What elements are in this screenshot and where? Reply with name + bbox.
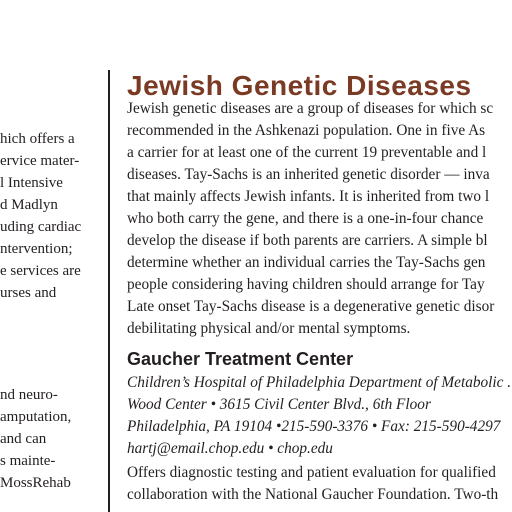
- left-column-line: urses and: [0, 285, 57, 301]
- left-column-line: ervice mater-: [0, 153, 80, 169]
- listing-address-line: Wood Center • 3615 Civil Center Blvd., 6th Floor: [127, 396, 431, 413]
- listing-heading: Gaucher Treatment Center: [127, 349, 354, 369]
- listing-description-line: Offers diagnostic testing and patient evaluation for qualified: [127, 464, 496, 481]
- listing-address-line: Children’s Hospital of Philadelphia Department of Metabolic .: [127, 374, 512, 391]
- left-column-line: amputation,: [0, 409, 72, 425]
- listing-phone-line: Philadelphia, PA 19104 •215-590-3376 • Fax: 215-590-4297: [127, 418, 501, 435]
- body-line: people considering having children should arrange for Tay: [127, 276, 485, 293]
- left-column-line: uding cardiac: [0, 219, 82, 235]
- left-column-line: l Intensive: [0, 175, 63, 191]
- left-column-line: nd neuro-: [0, 387, 58, 403]
- column-divider: [108, 70, 110, 512]
- body-line: develop the disease if both parents are carriers. A simple bl: [127, 232, 488, 249]
- left-column-line: ntervention;: [0, 241, 73, 257]
- left-column: [0, 0, 104, 512]
- body-line: determine whether an individual carries the Tay-Sachs gen: [127, 254, 486, 271]
- body-line: debilitating physical and/or mental symptoms.: [127, 320, 411, 337]
- listing-description-line: collaboration with the National Gaucher Foundation. Two-th: [127, 486, 499, 503]
- body-line: recommended in the Ashkenazi population. One in five As: [127, 122, 486, 139]
- left-column-line: hich offers a: [0, 131, 75, 147]
- body-line: Late onset Tay-Sachs disease is a degenerative genetic disor: [127, 298, 495, 315]
- left-column-line: and can: [0, 431, 47, 447]
- left-column-line: d Madlyn: [0, 197, 58, 213]
- section-title: Jewish Genetic Diseases: [127, 70, 472, 101]
- body-line: who both carry the gene, and there is a one-in-four chance: [127, 210, 484, 227]
- left-column-line: MossRehab: [0, 475, 71, 491]
- left-column-line: s mainte-: [0, 453, 56, 469]
- body-line: that mainly affects Jewish infants. It is inherited from two l: [127, 188, 490, 205]
- body-line: a carrier for at least one of the current 19 preventable and l: [127, 144, 487, 161]
- right-column: [127, 0, 512, 512]
- body-line: diseases. Tay-Sachs is an inherited genetic disorder — inva: [127, 166, 490, 183]
- body-line: Jewish genetic diseases are a group of diseases for which sc: [127, 100, 494, 117]
- left-column-line: e services are: [0, 263, 81, 279]
- listing-email-web-line: hartj@email.chop.edu • chop.edu: [127, 440, 333, 457]
